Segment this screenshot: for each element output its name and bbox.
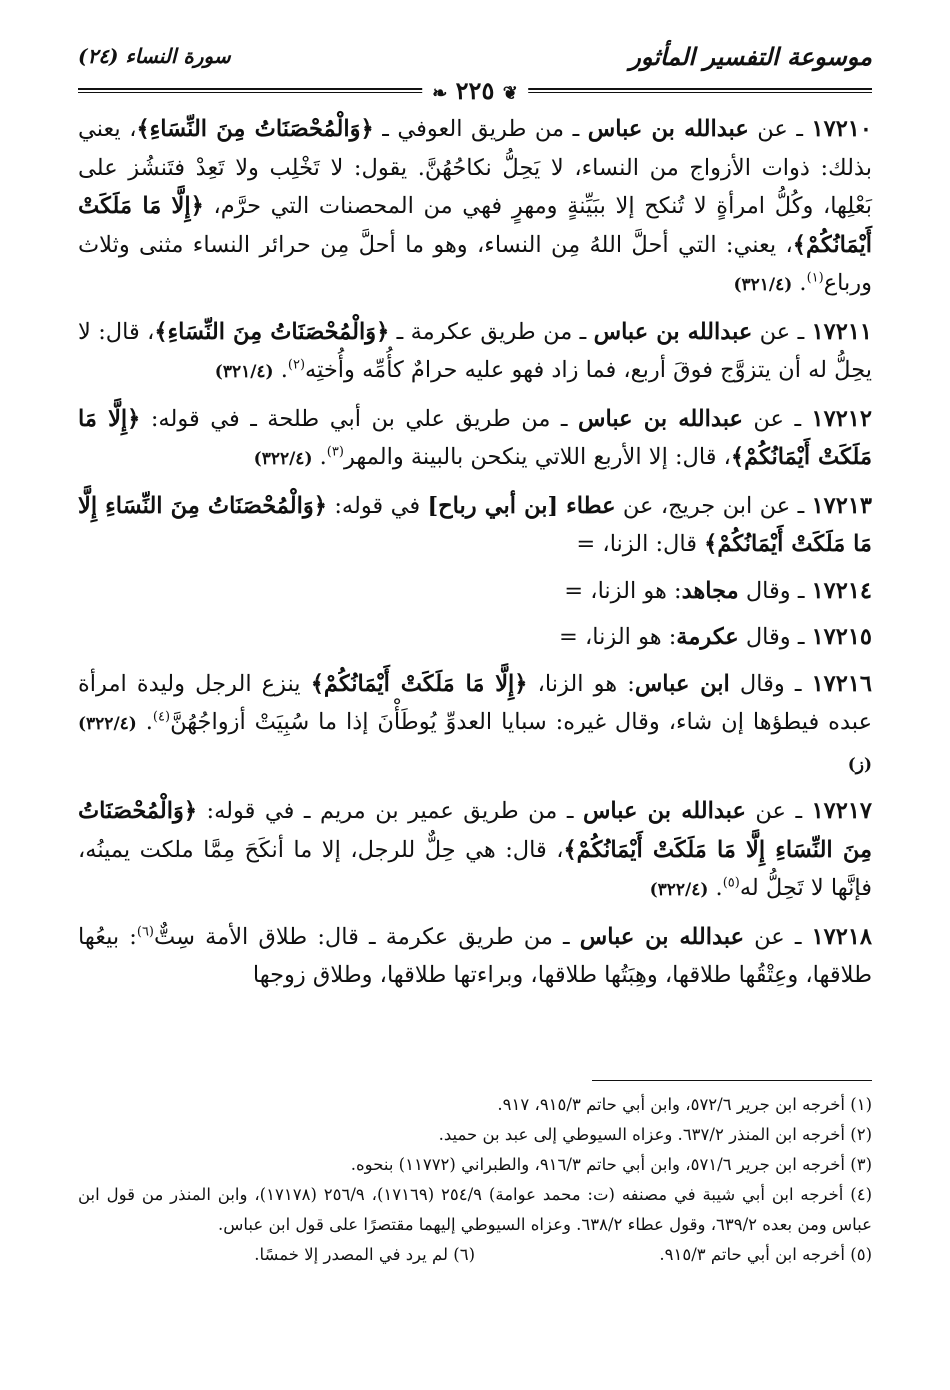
quran-quote: ﴿إِلَّا مَا مَلَكَتْ أَيْمَانُكُمْ﴾ <box>78 405 872 470</box>
footnote-3: (٣) أخرجه ابن جرير ٥٧١/٦، وابن أبي حاتم ٩١٦/٣، والطبراني (١١٧٧٢) بنحوه. <box>350 1155 872 1174</box>
narrator-name: عكرمة <box>676 624 739 650</box>
body-text: ـ من طريق علي بن أبي طلحة ـ في قوله: <box>140 405 579 432</box>
narrator-name: مجاهد <box>681 577 739 604</box>
footnote-marker[interactable]: (٥) <box>722 875 740 891</box>
footnote-marker[interactable]: (٦) <box>136 924 154 939</box>
body-text: : هو الزنا، = <box>564 577 682 604</box>
narration-entry <box>78 792 872 910</box>
page-number: ٢٢٥ <box>455 76 495 105</box>
body-text: . <box>792 270 807 296</box>
footnote-5: (٥) أخرجه ابن أبي حاتم ٩١٥/٣. <box>659 1245 872 1264</box>
body-text: ـ من طريق عكرمة ـ قال: طلاق الأمة سِتٌّ <box>154 923 580 950</box>
entry-number: ١٧٢١٦ <box>811 670 873 697</box>
footnotes <box>78 1090 872 1270</box>
entry-number: ١٧٢١٧ <box>811 798 872 824</box>
narration-entry <box>78 487 872 564</box>
source-reference: (٣٢١/٤) <box>733 275 793 295</box>
narration-entry <box>78 110 872 305</box>
ornament-left-icon: ❧ <box>432 83 448 104</box>
entry-number: ١٧٢١١ <box>811 318 872 345</box>
running-header <box>78 38 872 105</box>
entry-number: ١٧٢١٠ <box>811 116 872 142</box>
footnote-2: (٢) أخرجه ابن المنذر ٦٣٧/٢. وعزاه السيوطي إلى عبد بن حميد. <box>438 1125 872 1144</box>
entry-number: ١٧٢١٣ <box>811 492 873 519</box>
narration-entry <box>78 313 872 392</box>
source-reference: (٣٢٢/٤) <box>253 449 313 469</box>
body-text: ـ عن <box>744 923 812 950</box>
narration-entry <box>78 618 872 657</box>
body-text: ـ من طريق عمير بن مريم ـ في قوله: <box>197 798 583 824</box>
body-text: ، يعني بذلك: ذوات الأزواج من النساء، لا يَحِلُّ نكاحُهُنَّ. يقول: لا تَخْلِب ولا تَعِدْ فتَنشُز على بَعْلِها، وكُلُّ امرأةٍ لا تُنكح إلا ببَيِّنةٍ ومهرٍ فهي من المحصنات التي حرَّم، <box>78 116 872 219</box>
body-text: ـ وقال <box>738 577 812 604</box>
source-reference: (٣٢١/٤) <box>214 362 274 382</box>
narration-entry <box>78 572 872 611</box>
quran-quote: ﴿وَالْمُحْصَنَاتُ مِنَ النِّسَاءِ إِلَّا مَا مَلَكَتْ أَيْمَانُكُمْ﴾ <box>78 492 872 557</box>
entry-number: ١٧٢١٥ <box>811 624 872 650</box>
narrator-name: عطاء [بن أبي رباح] <box>427 492 616 519</box>
body-text: ـ وقال <box>729 670 812 697</box>
book-title: موسوعة التفسير المأثور <box>629 42 872 71</box>
body-text: . <box>708 875 723 901</box>
quran-quote: ﴿إِلَّا مَا مَلَكَتْ أَيْمَانُكُمْ﴾ <box>310 670 528 697</box>
body-text: ـ من طريق عكرمة ـ <box>389 318 594 345</box>
body-text: . <box>136 709 153 735</box>
quran-quote: ﴿إِلَّا مَا مَلَكَتْ أَيْمَانُكُمْ﴾ <box>78 193 872 258</box>
entry-number: ١٧٢١٤ <box>811 577 872 604</box>
narrator-name: عبدالله بن عباس <box>582 798 746 824</box>
footnote-marker[interactable]: (١) <box>806 270 824 286</box>
body-text: . <box>312 444 327 470</box>
body-text: ـ عن <box>748 116 812 142</box>
footnote-divider <box>592 1080 872 1081</box>
body-text: ـ عن ابن جريج، عن <box>615 492 812 519</box>
narrator-name: عبدالله بن عباس <box>578 405 743 432</box>
footnote-marker[interactable]: (٣) <box>326 444 344 460</box>
body-text: ـ عن <box>745 798 812 824</box>
body-text: : هو الزنا، <box>527 670 635 697</box>
body-text: ينزع الرجل وليدة امرأة عبده فيطؤها إن شاء، وقال غيره: سبايا العدوِّ يُوطَأْنَ إذا ما سُبِيَتْ أزواجُهُنَّ <box>78 670 872 735</box>
narration-entry <box>78 665 872 785</box>
surah-label: سورة النساء (٢٤) <box>78 44 231 68</box>
quran-quote: ﴿وَالْمُحْصَنَاتُ مِنَ النِّسَاءِ﴾ <box>136 116 374 142</box>
narration-entry <box>78 400 872 479</box>
body-text: ، قال: إلا الأربع اللاتي ينكحن بالبينة والمهر <box>343 444 731 470</box>
body-text: قال: الزنا، = <box>576 531 705 557</box>
body-text: ـ عن <box>752 318 812 345</box>
body-text: ـ من طريق العوفي ـ <box>373 116 588 142</box>
body-text: ، يعني: التي أحلَّ اللهُ مِن النساء، وهو ما أحلَّ مِن حرائر النساء مثنى وثلاث ورباع <box>78 231 872 296</box>
footnote-row <box>78 1240 872 1270</box>
narrator-name: عبدالله بن عباس <box>587 116 749 142</box>
source-reference: (٣٢٢/٤) (ز) <box>78 714 872 775</box>
entry-number: ١٧٢١٨ <box>811 923 872 950</box>
footnote-marker[interactable]: (٢) <box>287 357 306 373</box>
ornament-right-icon: ❦ <box>502 83 518 104</box>
main-text <box>78 110 872 995</box>
narrator-name: عبدالله بن عباس <box>579 923 744 950</box>
source-reference: (٣٢٢/٤) <box>649 880 709 900</box>
body-text: . <box>273 357 288 383</box>
footnote-6: (٦) لم يرد في المصدر إلا خمسًا. <box>254 1245 475 1264</box>
footnote-1: (١) أخرجه ابن جرير ٥٧٢/٦، وابن أبي حاتم ٩١٥/٣، ٩١٧. <box>497 1095 872 1114</box>
body-text: في قوله: <box>326 492 428 519</box>
body-text: ـ عن <box>742 405 812 432</box>
body-text: : بيعُها طلاقها، وعِتْقُها طلاقها، وهِبَتُها طلاقها، وبراءتها طلاقها، وطلاق زوجها <box>78 923 872 988</box>
body-text: ، قال: لا يحِلُّ له أن يتزوَّج فوقَ أربع، فما زاد فهو عليه حرامٌ كأُمِّه وأُختِه <box>78 318 872 383</box>
quran-quote: ﴿وَالْمُحْصَنَاتُ مِنَ النِّسَاءِ﴾ <box>154 318 390 345</box>
body-text: : هو الزنا، = <box>559 624 677 650</box>
quran-quote: ﴿وَالْمُحْصَنَاتُ مِنَ النِّسَاءِ إِلَّا مَا مَلَكَتْ أَيْمَانُكُمْ﴾ <box>78 798 872 863</box>
footnote-4: (٤) أخرجه ابن أبي شيبة في مصنفه (ت: محمد عوامة) ٢٥٤/٩ (١٧١٦٩)، ٢٥٦/٩ (١٧١٧٨)، وابن المنذر من قول ابن عباس ومن بعده ٦٣٩/٢، وقول عطاء ٦٣٨/٢. وعزاه السيوطي إليهما مقتصرًا على قول ابن عباس. <box>78 1185 872 1234</box>
narrator-name: ابن عباس <box>634 670 730 697</box>
entry-number: ١٧٢١٢ <box>811 405 872 432</box>
page-number-box <box>422 76 528 105</box>
body-text: ، قال: هي حِلٌّ للرجل، إلا ما أنكَحَ مِمَّا ملكت يمينُه، فإنَّها لا تَحِلُّ له <box>78 836 872 901</box>
narration-entry <box>78 918 872 995</box>
body-text: ـ وقال <box>738 624 812 650</box>
narrator-name: عبدالله بن عباس <box>593 318 753 345</box>
footnote-marker[interactable]: (٤) <box>152 709 171 725</box>
